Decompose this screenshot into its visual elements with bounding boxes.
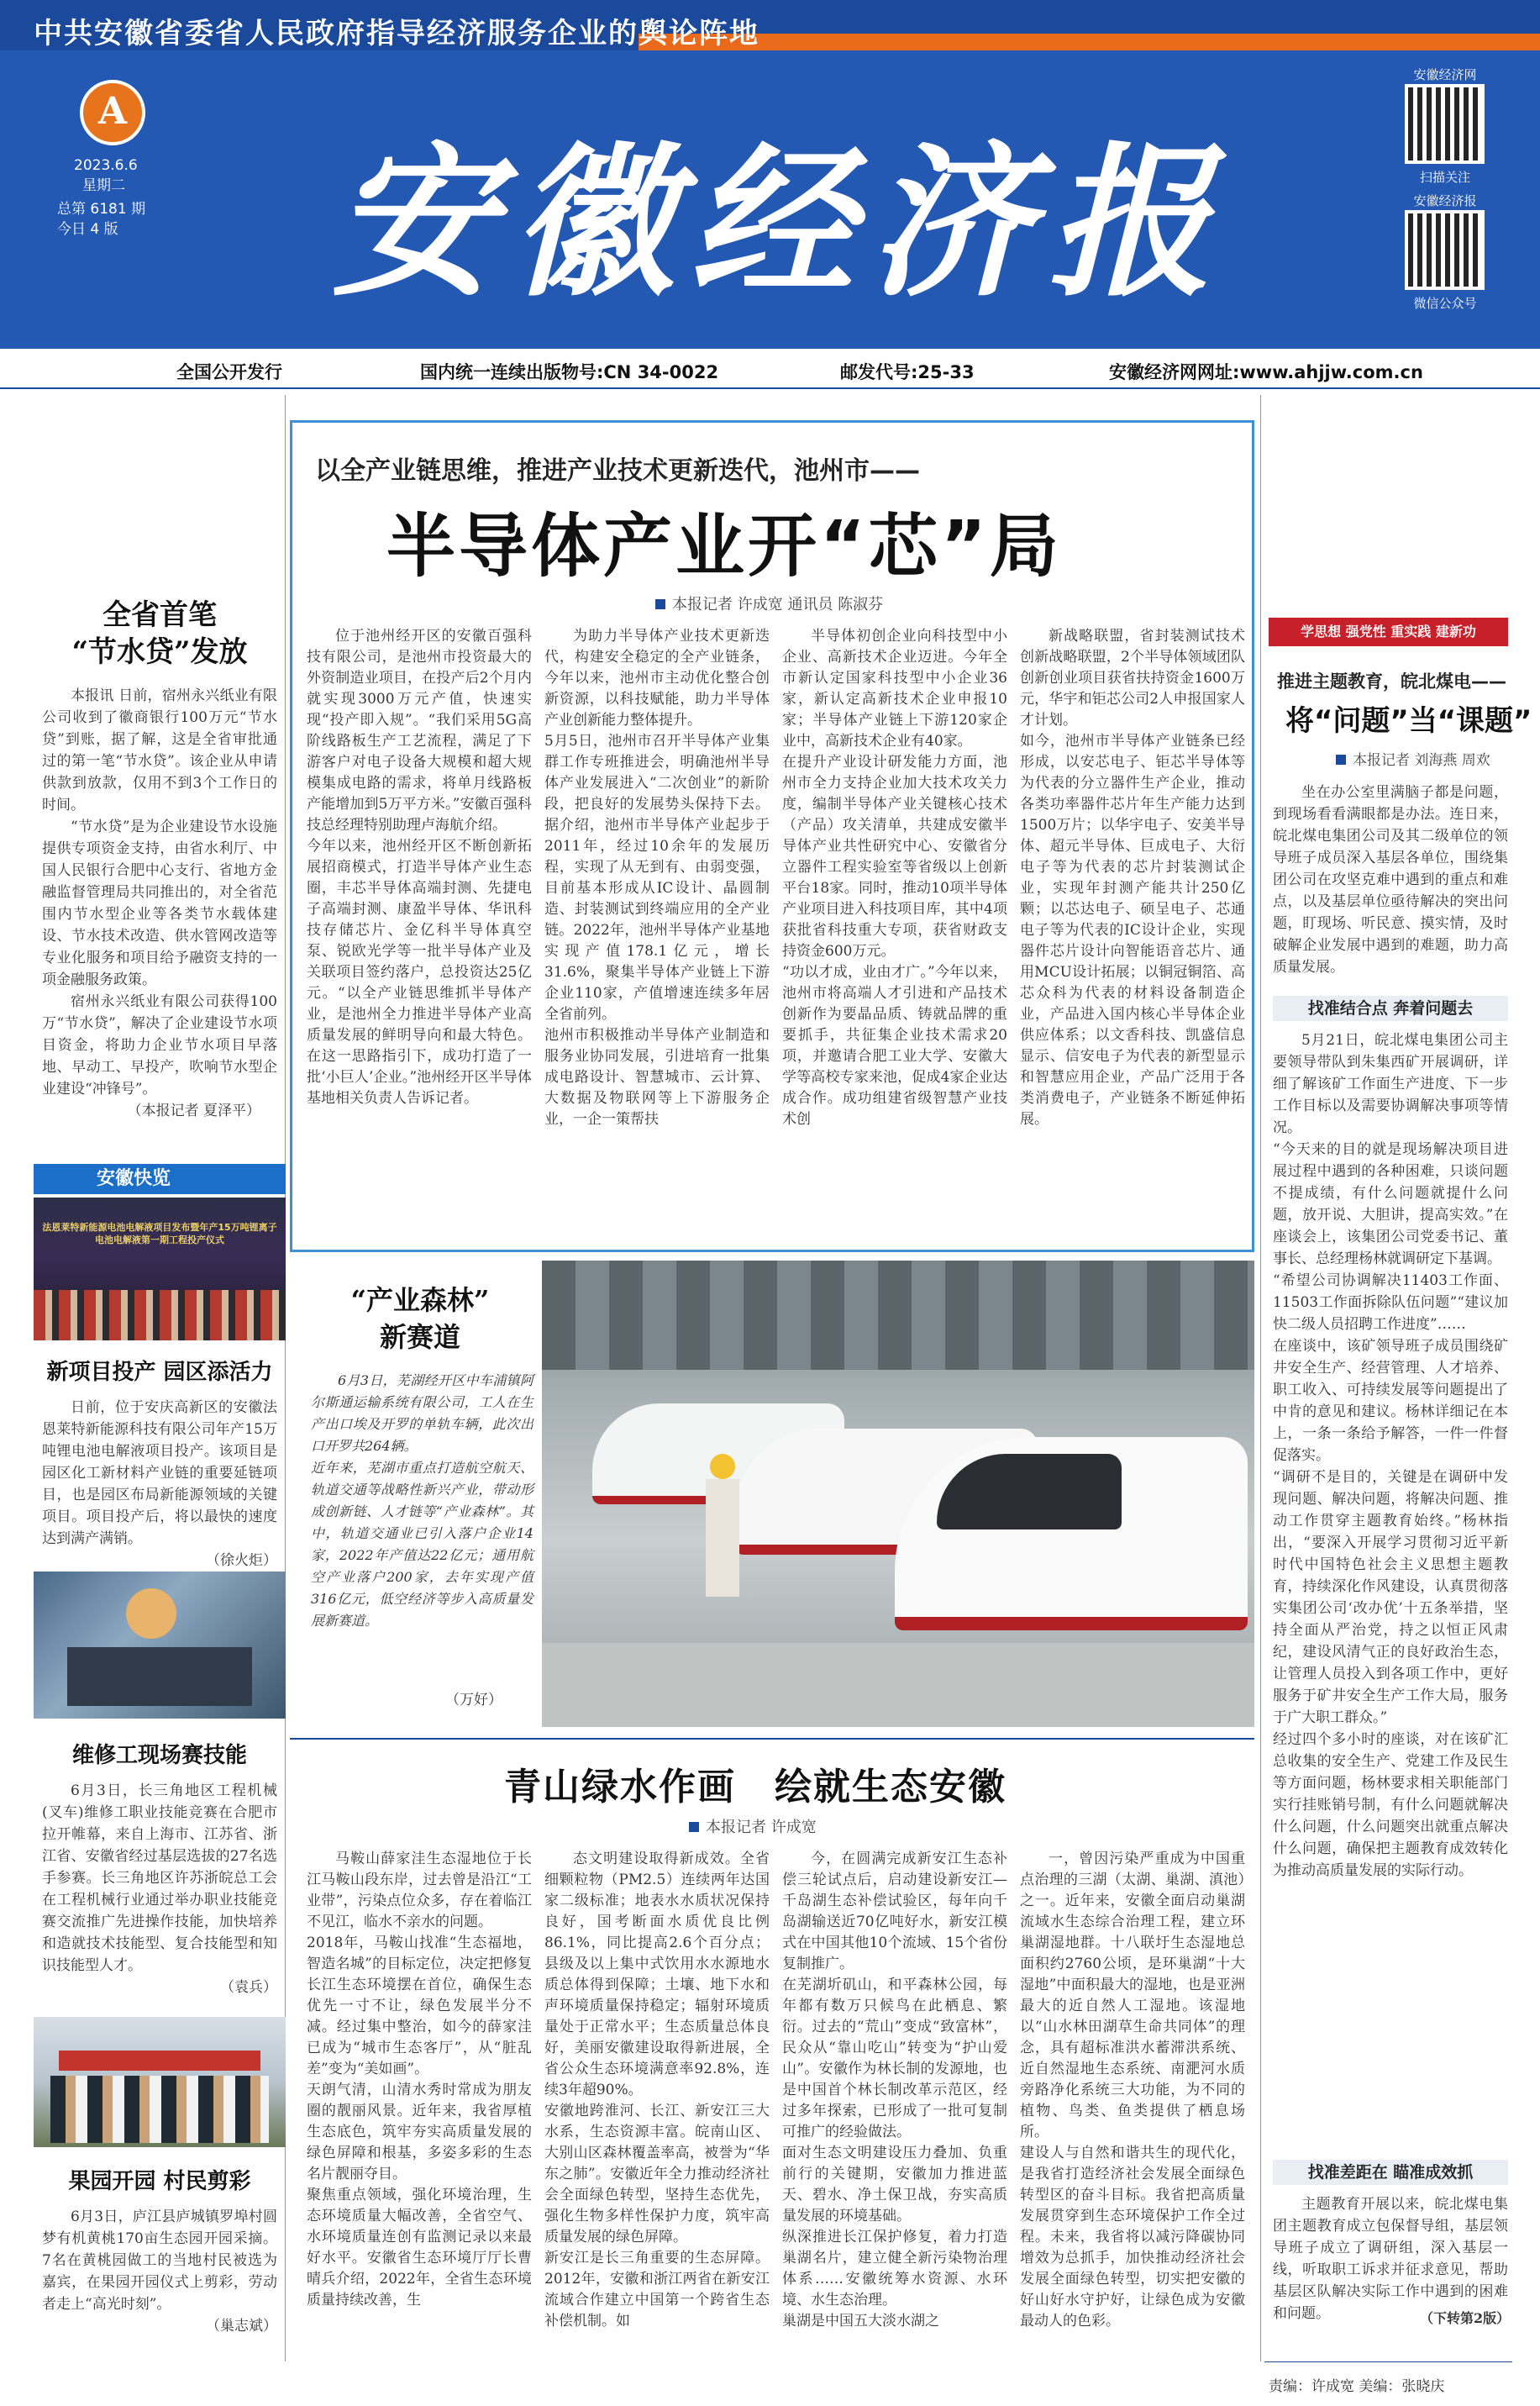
byline-marker-icon — [1336, 755, 1346, 765]
story3-credit: （袁兵） — [220, 1979, 277, 1996]
story2-credit: （徐火炬） — [206, 1552, 277, 1569]
photo-monorail-factory — [542, 1261, 1254, 1727]
story1-credit: （本报记者 夏泽平） — [127, 1103, 260, 1119]
story3-body — [42, 1780, 277, 1998]
section-divider — [290, 1738, 1254, 1740]
feature-title-line2: 新赛道 — [379, 1321, 460, 1353]
eco-col4: 一，曾因污染严重成为中国重点治理的三湖（太湖、巢湖、滇池）之一。近年来，安徽全面启动巢湖流域水生态综合治理工程，建立环巢湖湿地群。十八联圩生态湿地总面积约2760公顷，是环巢湖“十大湿地”中面积最大的湿地，也是亚洲最大的近自然人工湿地。该湿地以“山水林田湖草生命共同体”的理念，具有超标准洪水蓄滞洪系统、近自然湿地生态系统、南淝河水质旁路净化系统三大功能，为不同的植物、鸟类、鱼类提供了栖息场所。 建设人与自然和谐共生的现代化，是我省打造经济社会发展全面绿色转型区的奋斗目标。我省把高质量发展贯穿到生态环境保护工作全过程。未来，我省将以减污降碳协同增效为总抓手，加快推动经济社会发展全面绿色转型，切实把安徽的好山好水守护好，让绿色成为安徽最动人的色彩。 — [1020, 1851, 1245, 2330]
story1-title — [34, 597, 286, 671]
story1-title-line1: 全省首笔 — [102, 598, 217, 632]
story1-body — [42, 685, 277, 1122]
postal-code: 邮发代号:25-33 — [840, 362, 975, 382]
issue-info-bar — [0, 349, 1540, 389]
lead-col2: 为助力半导体产业技术更新迭代，构建安全稳定的全产业链条，今年以来，池州市主动优化整合创新资源，以科技赋能，助力半导体产业创新能力整体提升。 5月5日，池州市召开半导体产业集群工作专班推进会，明确池州半导体产业发展进入“二次创业”的新阶段，把良好的发展势头保持下去。据介绍，池州市半导体产业起步于2011年，经过10余年的发展历程，实现了从无到有、由弱变强，目前基本形成从IC设计、晶圆制造、封装测试到终端应用的全产业链。2022年，池州半导体产业基地实现产值178.1亿元，增长31.6%，聚集半导体产业链上下游企业110家，产值增速连续多年居全省前列。 池州市积极推动半导体产业制造和服务业协同发展，引进培育一批集成电路设计、智慧城市、云计算、大数据及物联网等上下游服务企业，一企一策帮扶 — [544, 628, 770, 1128]
story3-p: 6月3日，长三角地区工程机械(叉车)维修工职业技能竞赛在合肥市拉开帷幕，来自上海市、江苏省、浙江省、安徽省经过基层选拔的27名选手参赛。长三角地区许苏浙皖总工会在工程机械行业通过举办职业技能竞赛交流推广先进操作技能，加快培养和造就技术技能型、复合技能型和知识技能型人才。 — [42, 1782, 277, 1974]
newspaper-logo-icon: A — [80, 80, 145, 145]
photo-ceremony-banner: 法恩莱特新能源电池电解液项目发布暨年产15万吨锂离子电池电解液第一期工程投产仪式 — [42, 1222, 277, 1245]
issue-pages: 今日 4 版 — [57, 221, 118, 238]
footer-rule — [1264, 2361, 1512, 2362]
photo-ceremony — [34, 1198, 286, 1340]
photo-repair — [34, 1572, 286, 1719]
story4-credit: （巢志斌） — [206, 2318, 277, 2335]
qr1-top-label: 安徽经济网 — [1413, 67, 1477, 82]
orange-stripe — [639, 34, 1540, 50]
lead-col3: 半导体初创企业向科技型中小企业、高新技术企业迈进。今年全市新认定国家科技型中小企业36家，新认定高新技术企业申报10家；半导体产业链上下游120家企业中，高新技术企业有40家。 在提升产业设计研发能力方面，池州市全力支持企业加大技术攻关力度，编制半导体产业关键核心技术（产品）攻关清单，共建成安徽半导体产业共性研究中心、安徽省分立器件工程实验室等省级以上创新平台18家。同时，推动10项半导体产业项目进入科技项目库，其中4项获批省科技重大专项，获省财政支持资金600万元。 “功以才成，业由才广。”今年以来，池州市将高端人才引进和产品技术创新作为要晶品质、铸就品牌的重要抓手，共征集企业技术需求20项，并邀请合肥工业大学、安徽大学等高校专家来池，促成4家企业达成合作。成功组建省级智慧产业技术创 — [782, 628, 1007, 1128]
right-p2: 5月21日，皖北煤电集团公司主要领导带队到朱集西矿开展调研，详细了解该矿工作面生产进度、下一步工作目标以及需要协调解决事项等情况。 “今天来的目的就是现场解决项目进展过程中遇到的各种困难，只谈问题不提成绩，有什么问题就提什么问题，放开说、大胆讲，提高实效。”在座谈会上，该集团公司党委书记、董事长、总经理杨林就调研定下基调。 “希望公司协调解决11403工作面、11503工作面拆除队伍问题”“建议加快二级人员招聘工作进度”…… 在座谈中，该矿领导班子成员围绕矿井安全生产、经营管理、人才培养、职工收入、可持续发展等问题提出了中肯的意见和建议。杨林详细记在本上，一条一条给予解答，一件一件督促落实。 “调研不是目的，关键是在调研中发现问题、解决问题，将解决问题、推动工作贯穿主题教育始终。”杨林指出，“要深入开展学习贯彻习近平新时代中国特色社会主义思想主题教育，持续深化作风建设，认真贯彻落实集团公司‘改办优’十五条举措，坚持全面从严治党，持之以恒正风肃纪，建设风清气正的良好政治生态，让管理人员投入到各项工作中，更好服务于矿井安全生产工作大局，服务于广大职工群众。” 经过四个多小时的座谈，对在该矿汇总收集的安全生产、党建工作及民生等方面问题，杨林要求相关职能部门实行挂账销号制，有什么问题就解决什么问题，什么问题突出就重点解决什么问题，确保把主题教育成效转化为推动高质量发展的实际行动。 — [1273, 1032, 1508, 1879]
byline-marker-icon — [655, 599, 665, 609]
story2-title: 新项目投产 园区添活力 — [46, 1360, 273, 1385]
lead-kicker: 以全产业链思维，推进产业技术更新迭代，池州市—— — [315, 456, 920, 486]
right-kicker: 推进主题教育，皖北煤电—— — [1277, 671, 1506, 692]
distribution-label: 全国公开发行 — [176, 362, 282, 382]
eco-byline-text: 本报记者 许成宽 — [706, 1819, 817, 1836]
qr-code-icon[interactable] — [1405, 210, 1485, 290]
feature-body: 6月3日，芜湖经开区中车浦镇阿尔斯通运输系统有限公司，工人在生产出口埃及开罗的单轨车辆，此次出口开罗共264辆。 近年来，芜湖市重点打造航空航天、轨道交通等战略性新兴产业，带动形成创新链、人才链等“产业森林”。其中，轨道交通业已引入落户企业14家，2022年产值达22亿元；通用航空产业落户200家，去年实现产值316亿元，低空经济等步入高质量发展新赛道。 — [311, 1372, 533, 1629]
kuaibao-banner: 安徽快览 — [34, 1164, 286, 1194]
story3-title: 维修工现场赛技能 — [71, 1743, 247, 1768]
story4-body — [42, 2206, 277, 2337]
lead-byline-text: 本报记者 许成宽 通讯员 陈淑芬 — [672, 596, 884, 613]
eco-byline — [689, 1815, 817, 1837]
story1-p2: “节水贷”是为企业建设节水设施提供专项资金支持，由省水利厅、中国人民银行合肥中心支行、省地方金融监督管理局共同推出的，对全省范围内节水型企业等各类节水载体建设、节水技术改造、供水管网改造等专业化服务和项目给予融资支持的一项金融服务政策。 — [42, 819, 277, 988]
byline-marker-icon — [689, 1822, 699, 1832]
right-column-rule — [1260, 395, 1261, 2361]
issue-date: 2023.6.6 — [74, 157, 138, 174]
story2-p: 日前，位于安庆高新区的安徽法恩莱特新能源科技有限公司年产15万吨锂电池电解液项目投产。该项目是园区化工新材料产业链的重要延链项目，也是园区布局新能源领域的关键项目。项目投产后，将以最快的速度达到满产满销。 — [42, 1399, 277, 1547]
story2-body — [42, 1397, 277, 1572]
feature-title — [311, 1282, 529, 1356]
website-label: 安徽经济网网址:www.ahjjw.com.cn — [1109, 362, 1423, 382]
qr-code-icon[interactable] — [1405, 84, 1485, 164]
right-subhead1: 找准结合点 奔着问题去 — [1273, 996, 1508, 1021]
eco-col1: 马鞍山薛家洼生态湿地位于长江马鞍山段东岸，过去曾是沿江“工业带”，污染点位众多，存在着临江不见江，临水不亲水的问题。 2018年，马鞍山找准“生态福地，智造名城”的目标定位，决定把修复长江生态环境摆在首位，确保生态优先一寸不让，绿色发展半分不减。经过集中整治，如今的薛家洼已成为“城市生态客厅”，从“脏乱差”变为“美如画”。 天朗气清，山清水秀时常成为朋友圈的靓丽风景。近年来，我省厚植生态底色，筑牢夯实高质量发展的绿色屏障和根基，多姿多彩的生态名片靓丽夺目。 聚焦重点领域，强化环境治理，生态环境质量大幅改善，全省空气、水环境质量连创有监测记录以来最好水平。安徽省生态环境厅厅长曹晴兵介绍，2022年，全省生态环境质量持续改善，生 — [307, 1851, 532, 2309]
right-headline: 将“问题”当“课题” — [1285, 704, 1532, 738]
photo-orchard — [34, 2017, 286, 2147]
story4-title: 果园开园 村民剪彩 — [68, 2169, 251, 2194]
story1-p3: 宿州永兴纸业有限公司获得100万“节水贷”，解决了企业建设节水项目资金，将助力企业节水项目早落地、早动工、早投产，吹响节水型企业建设“冲锋号”。 — [42, 993, 277, 1098]
right-byline — [1336, 748, 1490, 769]
eco-col2: 态文明建设取得新成效。全省细颗粒物（PM2.5）连续两年达国家二级标准；地表水水质状况保持良好，国考断面水质优良比例86.1%，同比提高2.6个百分点；县级及以上集中式饮用水水源地水质总体得到保障；土壤、地下水和声环境质量保持稳定；辐射环境质量处于正常水平；生态质量总体良好，美丽安徽建设取得新进展，全省公众生态环境满意率92.8%，连续3年超90%。 安徽地跨淮河、长江、新安江三大水系，生态资源丰富。皖南山区、大别山区森林覆盖率高，被誉为“华东之肺”。安徽近年全力推动经济社会全面绿色转型，坚持生态优先，强化生物多样性保护力度，筑牢高质量发展的绿色屏障。 新安江是长三角重要的生态屏障。2012年，安徽和浙江两省在新安江流域合作建立中国第一个跨省生态补偿机制。如 — [544, 1851, 770, 2330]
newspaper-title: 安徽经济报 — [332, 126, 1227, 319]
feature-credit: （万好） — [445, 1692, 502, 1708]
lead-byline — [655, 592, 883, 614]
eco-col3: 今，在圆满完成新安江生态补偿三轮试点后，启动建设新安江—千岛湖生态补偿试验区，每年向千岛湖输送近70亿吨好水，新安江模式在中国其他10个流域、15个省份复制推广。 在芜湖圻矶山，和平森林公园，每年都有数万只候鸟在此栖息、繁衍。过去的“荒山”变成“致富林”，民众从“靠山吃山”转变为“护山爱山”。安徽作为林长制的发源地，也是中国首个林长制改革示范区，经过多年探索，已形成了一批可复制可推广的经验做法。 面对生态文明建设压力叠加、负重前行的关键期，安徽加力推进蓝天、碧水、净土保卫战，夯实高质量发展的环境基础。 纵深推进长江保护修复，着力打造巢湖名片，建立健全新污染物治理体系……安徽统筹水资源、水环境、水生态治理。 巢湖是中国五大淡水湖之 — [782, 1851, 1007, 2330]
qr2-top-label: 安徽经济报 — [1413, 193, 1477, 208]
story4-p: 6月3日，庐江县庐城镇罗埠村圆梦有机黄桃170亩生态园开园采摘。7名在黄桃园做工的当地村民被选为嘉宾，在果园开园仪式上剪彩，劳动者走上“高光时刻”。 — [42, 2209, 277, 2313]
story1-p1: 本报讯 日前，宿州永兴纸业有限公司收到了徽商银行100万元“节水贷”到账，据了解，这是全省审批通过的第一笔“节水贷”。该企业从申请供款到放款，仅用不到3个工作日的时间。 — [42, 687, 277, 813]
eco-headline: 青山绿水作画 绘就生态安徽 — [504, 1766, 1007, 1808]
right-p1: 坐在办公室里满脑子都是问题，到现场看看满眼都是办法。连日来，皖北煤电集团公司及其二级单位的领导班子成员深入基层各单位，围绕集团公司在攻坚克难中遇到的重点和难点，以及基层单位亟待解决的突出问题，盯现场、听民意、摸实情，及时破解企业发展中遇到的难题，助力高质量发展。 — [1273, 784, 1508, 976]
lead-col4: 新战略联盟，省封装测试技术创新战略联盟，2个半导体领域团队创新创业项目获省扶持资金1600万元，华宇和钜芯公司2人申报国家人才计划。 如今，池州市半导体产业链条已经形成，以安芯电子、钜芯半导体等为代表的分立器件生产企业，推动各类功率器件芯片年生产能力达到1500万片；以华宇电子、安美半导体、超元半导体、巨成电子、大衍电子等为代表的芯片封装测试企业，实现年封测产能共计250亿颗；以芯达电子、硕呈电子、芯通电子等为代表的IC设计企业，实现器件芯片设计向智能语音芯片、通用MCU设计拓展；以铜冠铜箔、高芯众科为代表的材料设备制造企业，产品进入国内核心半导体企业供应体系；以文香科技、凯盛信息显示、信安电子为代表的新型显示和智慧应用企业，产品广泛用于各类消费电子，产业链条不断延伸拓展。 — [1020, 628, 1245, 1128]
cn-number: 国内统一连续出版物号:CN 34-0022 — [420, 362, 719, 382]
right-subhead2: 找准差距在 瞄准成效抓 — [1273, 2160, 1508, 2185]
qr2-bottom-label: 微信公众号 — [1413, 296, 1477, 311]
feature-title-line1: “产业森林” — [350, 1284, 490, 1316]
lead-col1: 位于池州经开区的安徽百强科技有限公司，是池州市投资最大的外资制造业项目，在投产后2个月内就实现3000万元产值，快速实现“投产即入规”。“我们采用5G高阶线路板生产工艺流程，满足了下游客户对电子设备大规模和超大规模集成电路的需求，将单月线路板产能增加到5万平方米。”安徽百强科技总经理特别助理卢海航介绍。 今年以来，池州经开区不断创新拓展招商模式，打造半导体产业生态圈，丰芯半导体高端封测、先捷电子高端封测、康盈半导体、华讯科技存储芯片、金亿科半导体真空泵、锐欧光学等一批半导体产业及关联项目签约落户，总投资达25亿元。“以全产业链思维抓半导体产业，是池州全力推进半导体产业高质量发展的鲜明导向和最大特色。在这一思路指引下，成功打造了一批‘小巨人’企业。”池州经开区半导体基地相关负责人告诉记者。 — [307, 628, 532, 1107]
editor-credit: 责编：许成宽 美编：张晓庆 — [1269, 2378, 1445, 2395]
right-byline-text: 本报记者 刘海燕 周欢 — [1353, 752, 1490, 769]
lead-headline: 半导体产业开“芯”局 — [386, 507, 1062, 587]
right-p3: 主题教育开展以来，皖北煤电集团主题教育成立包保督导组，基层领导班子成立了调研组，深入基层一线，听取职工诉求并征求意见，帮助基层区队解决实际工作中遇到的困难和问题。 — [1273, 2196, 1508, 2322]
issue-weekday: 星期二 — [82, 177, 125, 194]
header-slogan: 中共安徽省委省人民政府指导经济服务企业的舆论阵地 — [34, 17, 759, 50]
theme-tag: 学思想 强党性 重实践 建新功 — [1269, 618, 1508, 646]
qr1-bottom-label: 扫描关注 — [1419, 170, 1470, 185]
story1-title-line2: “节水贷”发放 — [71, 635, 248, 669]
issue-number: 总第 6181 期 — [57, 201, 146, 218]
continued-note: （下转第2版） — [1420, 2310, 1511, 2326]
